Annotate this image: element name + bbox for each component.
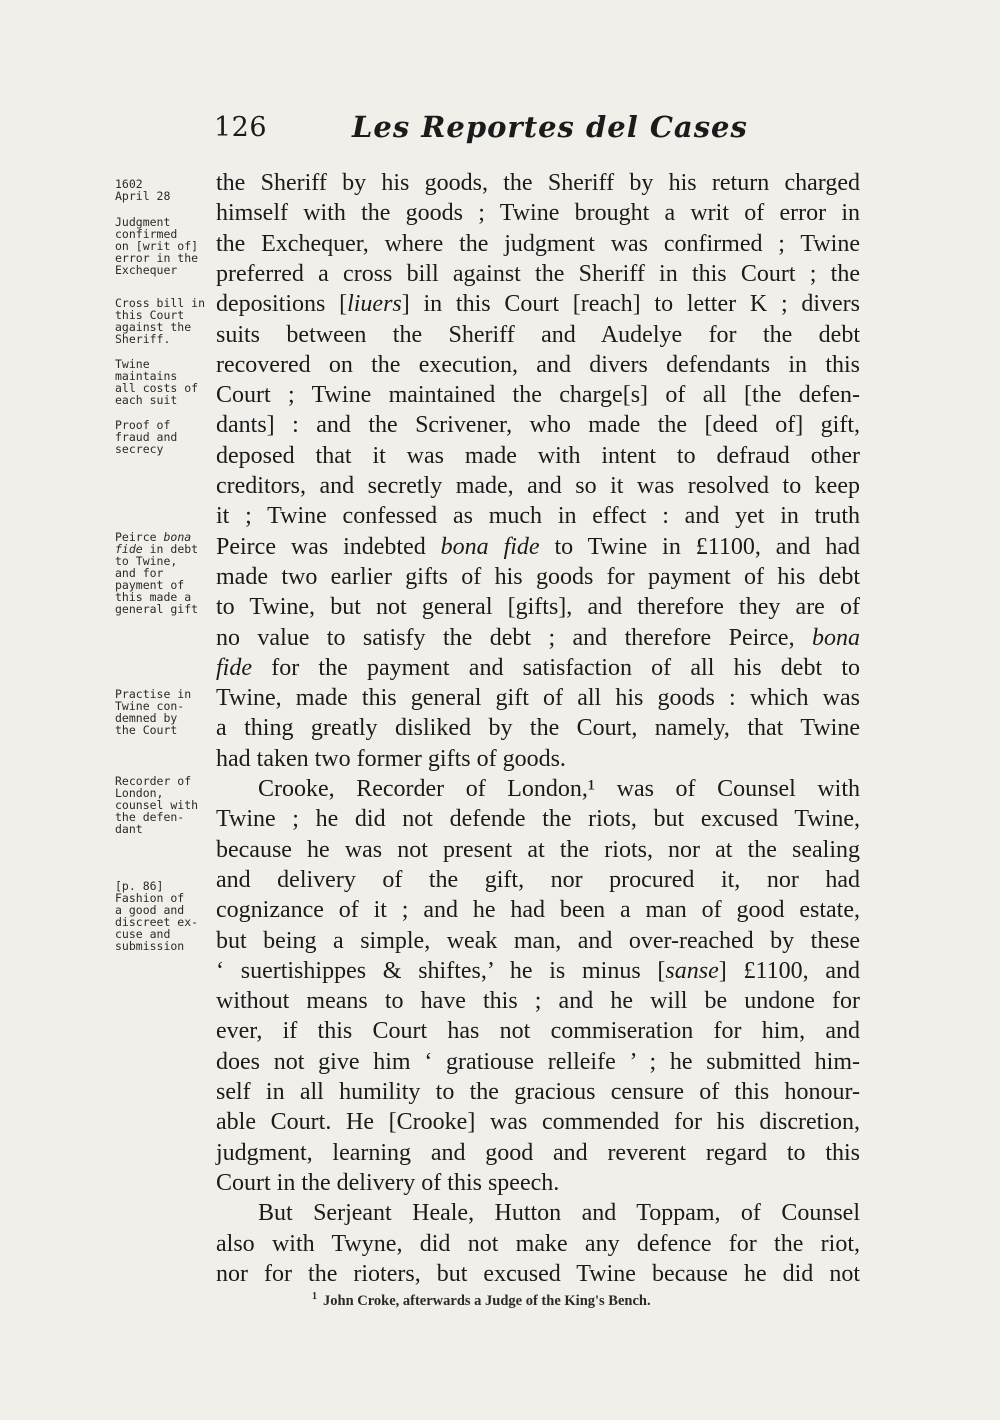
margin-note-judgment: Judgment confirmed on [writ of] error in the Exchequer: [115, 215, 199, 277]
body-line: a thing greatly disliked by the Court, namely, that Twine: [216, 715, 860, 742]
margin-note-twine-costs: Twine maintains all costs of each suit: [115, 357, 199, 407]
page-number: 126: [214, 112, 268, 143]
margin-note-fashion: [p. 86] Fashion of a good and discreet ex- cuse and submission: [115, 879, 199, 953]
body-line: fide for the payment and satisfaction of all his debt to: [216, 654, 860, 681]
body-line: Crooke, Recorder of London,¹ was of Counsel with: [258, 776, 860, 802]
footnote-text: John Croke, afterwards a Judge of the King's Bench.: [323, 1292, 651, 1309]
body-line: also with Twyne, did not make any defence for the riot,: [216, 1230, 860, 1257]
body-line: recovered on the execution, and divers defendants in this: [216, 351, 860, 378]
body-line: the Sheriff by his goods, the Sheriff by his return charged: [216, 170, 860, 196]
body-line: depositions [liuers] in this Court [reach] to letter K ; divers: [216, 291, 861, 318]
body-line: himself with the goods ; Twine brought a writ of error in: [216, 200, 860, 227]
body-line: Twine ; he did not defende the riots, but excused Twine,: [216, 806, 860, 833]
body-line: But Serjeant Heale, Hutton and Toppam, of Counsel: [258, 1200, 860, 1227]
margin-note-practise: Practise in Twine con- demned by the Court: [115, 687, 192, 737]
body-line: made two earlier gifts of his goods for payment of his debt: [216, 563, 860, 590]
body-line: preferred a cross bill against the Sheriff in this Court ; the: [216, 260, 860, 287]
body-line: to Twine, but not general [gifts], and therefore they are of: [216, 594, 860, 621]
body-line: it ; Twine confessed as much in effect : and yet in truth: [216, 503, 860, 530]
body-line: because he was not present at the riots, nor at the sealing: [216, 836, 860, 863]
footnote-marker: 1: [312, 1291, 317, 1302]
margin-note-recorder: Recorder of London, counsel with the defen- dant: [115, 774, 199, 836]
body-line: and delivery of the gift, nor procured it, nor had: [216, 866, 860, 893]
body-line: suits between the Sheriff and Audelye for the debt: [216, 321, 860, 348]
body-line: does not give him ‘ gratiouse relleife ’ ; he submitted him-: [216, 1048, 860, 1075]
body-line: had taken two former gifts of goods.: [216, 745, 566, 772]
body-line: judgment, learning and good and reverent regard to this: [216, 1139, 860, 1166]
body-line: ‘ suertishippes & shiftes,’ he is minus [sanse] £1100, and: [216, 957, 860, 984]
margin-note-peirce: Peirce bona fide in debt to Twine, and for payment of this made a general gift: [115, 530, 199, 616]
body-line: the Exchequer, where the judgment was confirmed ; Twine: [216, 230, 860, 257]
body-line: without means to have this ; and he will be undone for: [216, 988, 860, 1015]
body-line: but being a simple, weak man, and over-reached by these: [216, 927, 860, 954]
margin-note-cross-bill: Cross bill in this Court against the Sheriff.: [115, 296, 206, 346]
body-line: dants] : and the Scrivener, who made the [deed of] gift,: [216, 412, 860, 439]
body-line: cognizance of it ; and he had been a man of good estate,: [216, 897, 860, 924]
body-line: deposed that it was made with intent to defraud other: [216, 442, 860, 469]
body-line: ever, if this Court has not commiseration for him, and: [216, 1018, 860, 1045]
body-line: creditors, and secretly made, and so it was resolved to keep: [216, 473, 860, 499]
body-line: Twine, made this general gift of all his goods : which was: [216, 685, 860, 712]
body-line: Court ; Twine maintained the charge[s] of all [the defen-: [216, 382, 860, 409]
body-line: Court in the delivery of this speech.: [216, 1169, 560, 1196]
running-title: Les Reportes del Cases: [352, 110, 748, 144]
body-line: self in all humility to the gracious censure of this honour-: [216, 1079, 860, 1105]
footnote: [312, 1291, 651, 1310]
body-line: no value to satisfy the debt ; and therefore Peirce, bona: [216, 624, 860, 651]
margin-note-proof: Proof of fraud and secrecy: [115, 418, 178, 456]
body-line: Peirce was indebted bona fide to Twine in £1100, and had: [216, 533, 860, 560]
body-line: able Court. He [Crooke] was commended for his discretion,: [216, 1109, 860, 1136]
body-line: nor for the rioters, but excused Twine because he did not: [216, 1260, 860, 1287]
margin-note-date: 1602 April 28: [115, 177, 171, 203]
